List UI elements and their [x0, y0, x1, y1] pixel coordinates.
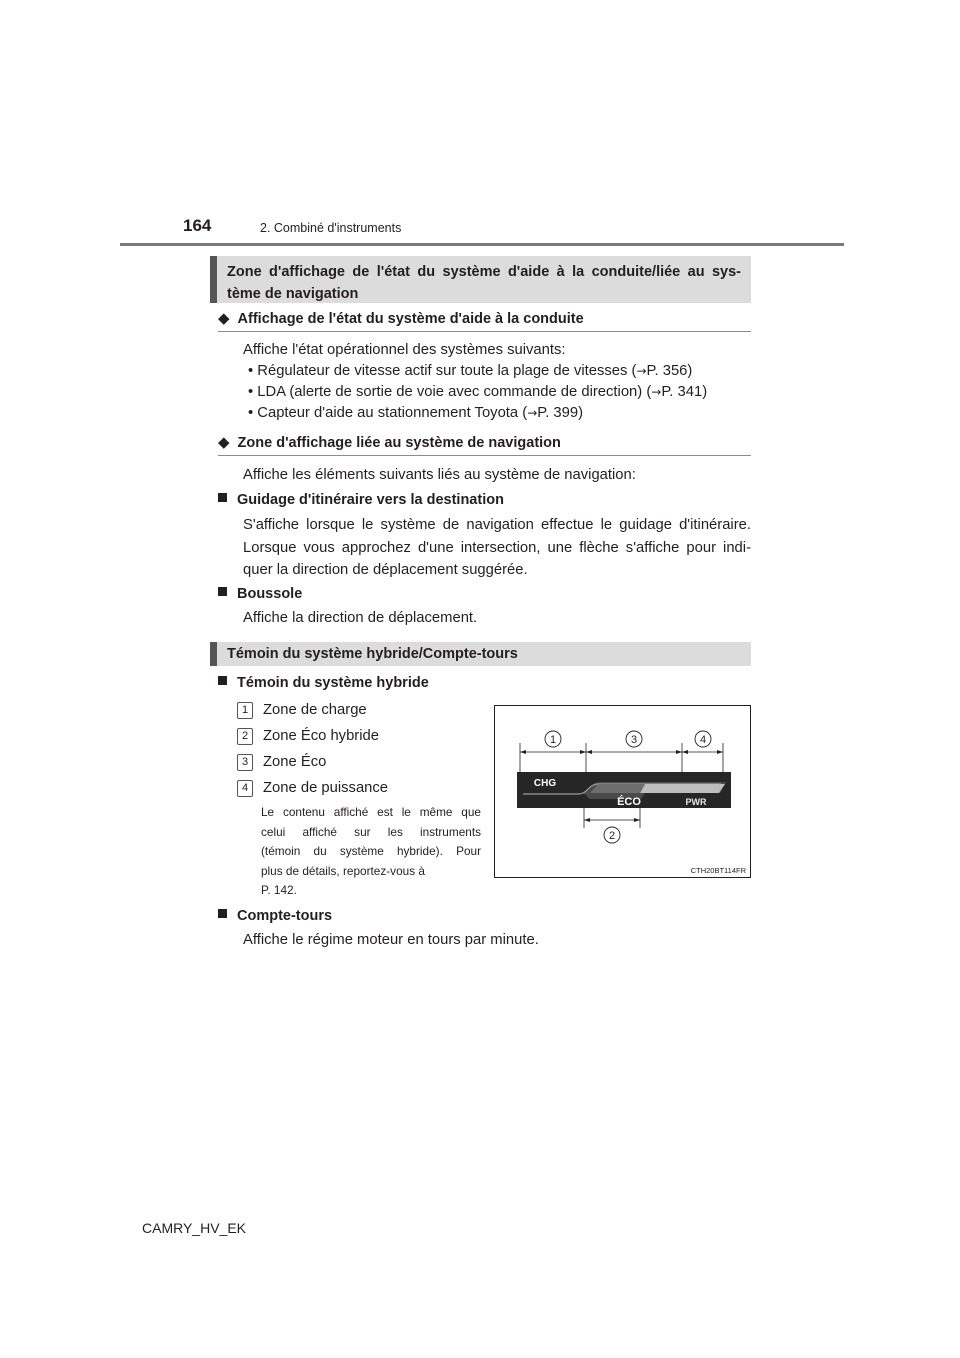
bullet-item: • LDA (alerte de sortie de voie avec commande de direction) (→P. 341) [248, 384, 708, 400]
page-ref-link[interactable]: P. 341) [661, 384, 708, 400]
list-item: 2 Zone Éco hybride [237, 726, 379, 746]
hybrid-indicator-figure [494, 705, 751, 878]
list-item: 3 Zone Éco [237, 752, 326, 772]
callout-number: 4 [237, 780, 253, 797]
square-bullet-icon [218, 676, 227, 685]
section-heading-hybrid-indicator: Témoin du système hybride/Compte-tours [210, 642, 751, 666]
note-text: Le contenu affiché est le même que celui affiché sur les instruments (témoin du système hybride). Pour plus de détails, reportez-vous à P. 142. [261, 805, 481, 897]
bullet-item: • Régulateur de vitesse actif sur toute la plage de vitesses (→P. 356) [248, 363, 693, 379]
callout-3: 3 [630, 734, 638, 746]
sub1-intro: Affiche l'état opérationnel des systèmes suivants: [243, 342, 566, 358]
zone-label-chg: CHG [533, 778, 557, 789]
subheading-text: Affichage de l'état du système d'aide à la conduite [237, 311, 584, 327]
topic-tachometer: Compte-tours [218, 906, 332, 926]
square-bullet-icon [218, 909, 227, 918]
arrow-right-icon: → [651, 385, 662, 399]
compass-text: Affiche la direction de déplacement. [243, 610, 478, 626]
topic-compass: Boussole [218, 584, 302, 604]
document-code: CAMRY_HV_EK [142, 1220, 247, 1236]
list-item: 1 Zone de charge [237, 700, 367, 720]
section-heading-driving-assist [210, 256, 751, 303]
callout-number: 2 [237, 728, 253, 745]
topic-route-guidance: Guidage d'itinéraire vers la destination [218, 490, 504, 510]
section-heading-line-2: tème de navigation [227, 286, 359, 302]
hybrid-indicator-diagram [495, 706, 750, 877]
chapter-title: 2. Combiné d'instruments [260, 221, 402, 235]
bullet-item: • Capteur d'aide au stationnement Toyota (→P. 399) [248, 405, 584, 421]
section-heading-line-1: Zone d'affichage de l'état du système d'aide à la conduite/liée au sys- [227, 264, 741, 280]
tachometer-text: Affiche le régime moteur en tours par minute. [243, 932, 539, 948]
arrow-right-icon: → [527, 406, 538, 420]
callout-2: 2 [608, 830, 616, 842]
callout-1: 1 [549, 734, 557, 746]
callout-4: 4 [699, 734, 707, 746]
zone-label-eco: ÉCO [617, 796, 641, 808]
topic-hybrid-indicator: Témoin du système hybride [218, 673, 429, 693]
subheading-navigation-zone [218, 433, 751, 456]
zone-label-pwr: PWR [685, 797, 707, 807]
route-guidance-text: S'affiche lorsque le système de navigation effectue le guidage d'itinéraire. Lorsque vous approchez d'une intersection, une flèche s'affiche pour indi- quer la direction de déplacement suggérée. [243, 517, 751, 578]
page-number: 164 [183, 216, 212, 235]
callout-number: 1 [237, 702, 253, 719]
subheading-text: Zone d'affichage liée au système de navigation [237, 435, 561, 451]
square-bullet-icon [218, 493, 227, 502]
list-item: 4 Zone de puissance [237, 778, 388, 798]
callout-number: 3 [237, 754, 253, 771]
page-ref-link[interactable]: P. 356) [646, 363, 693, 379]
sub2-intro: Affiche les éléments suivants liés au système de navigation: [243, 467, 636, 483]
diamond-bullet-icon: ◆ [218, 434, 230, 451]
header-rule [120, 243, 844, 246]
arrow-right-icon: → [636, 364, 647, 378]
diamond-bullet-icon: ◆ [218, 310, 230, 327]
page-ref-link[interactable]: P. 399) [537, 405, 584, 421]
figure-code: CTH20BT114FR [690, 866, 746, 875]
subheading-driving-assist-status [218, 309, 751, 332]
square-bullet-icon [218, 587, 227, 596]
